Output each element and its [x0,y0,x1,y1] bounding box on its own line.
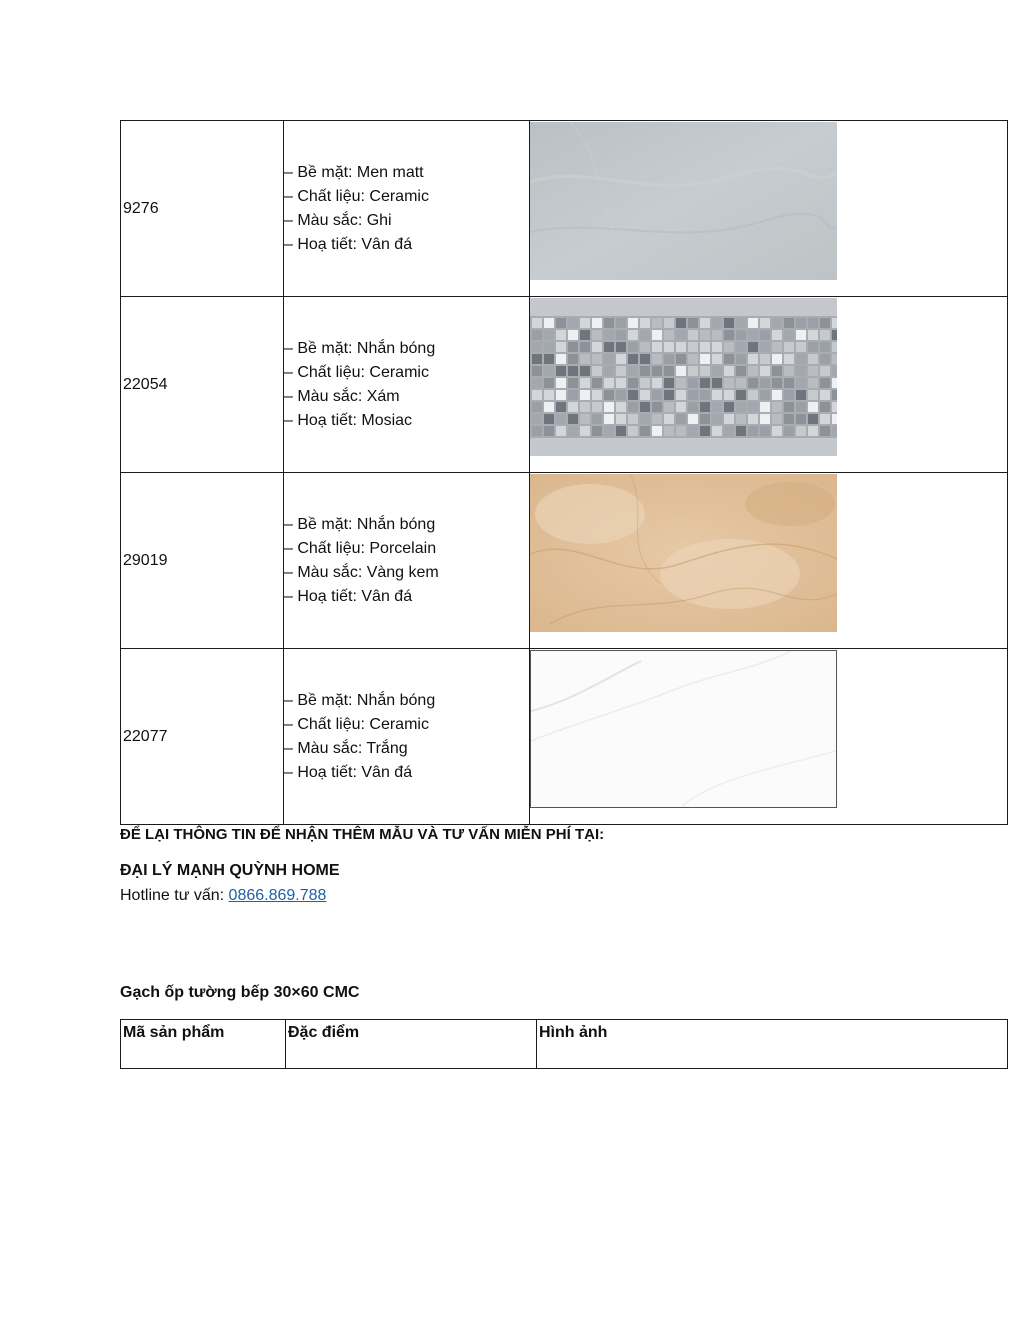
feature-surface: – Bề mặt: Nhắn bóng [284,691,436,709]
tile-image-cream-marble [530,474,837,632]
hotline-line [120,887,326,905]
feature-material: – Chất liệu: Porcelain [284,539,437,557]
product-image-cell [530,649,1008,825]
product-table [120,120,1008,825]
table-row [121,297,1008,473]
tile-image-grey-stone [530,122,837,280]
product-code: 29019 [121,473,284,649]
header-table [120,1019,1008,1069]
tile-image-white-marble [530,650,837,808]
feature-pattern: – Hoạ tiết: Vân đá [284,235,413,253]
table-header-row [121,1020,1008,1069]
product-code: 9276 [121,121,284,297]
product-image-cell [530,121,1008,297]
product-features [284,649,530,825]
feature-surface: – Bề mặt: Nhắn bóng [284,515,436,533]
product-image-cell [530,297,1008,473]
feature-color: – Màu sắc: Trắng [284,739,408,757]
product-features [284,121,530,297]
table-row [121,649,1008,825]
hotline-label: Hotline tư vấn: [120,887,229,904]
feature-pattern: – Hoạ tiết: Mosiac [284,411,413,429]
section-title: Gạch ốp tường bếp 30×60 CMC [120,984,360,1001]
product-code: 22077 [121,649,284,825]
feature-pattern: – Hoạ tiết: Vân đá [284,587,413,605]
header-image: Hình ảnh [537,1020,1008,1069]
product-features [284,473,530,649]
hotline-link[interactable]: 0866.869.788 [228,887,327,904]
contact-heading: ĐỂ LẠI THÔNG TIN ĐỂ NHẬN THÊM MẪU VÀ TƯ VẤN MIỄN PHÍ TẠI: [120,826,605,843]
feature-material: – Chất liệu: Ceramic [284,187,429,205]
dealer-name: ĐẠI LÝ MẠNH QUỲNH HOME [120,862,340,879]
feature-material: – Chất liệu: Ceramic [284,363,429,381]
feature-pattern: – Hoạ tiết: Vân đá [284,763,413,781]
tile-image-grey-mosaic [530,298,837,456]
product-code: 22054 [121,297,284,473]
feature-surface: – Bề mặt: Men matt [284,163,424,181]
header-features: Đặc điểm [286,1020,537,1069]
product-image-cell [530,473,1008,649]
feature-color: – Màu sắc: Vàng kem [284,563,439,581]
header-code: Mã sản phẩm [121,1020,286,1069]
feature-material: – Chất liệu: Ceramic [284,715,429,733]
feature-color: – Màu sắc: Ghi [284,211,392,229]
product-features [284,297,530,473]
feature-color: – Màu sắc: Xám [284,387,400,405]
table-row [121,121,1008,297]
table-row [121,473,1008,649]
feature-surface: – Bề mặt: Nhắn bóng [284,339,436,357]
